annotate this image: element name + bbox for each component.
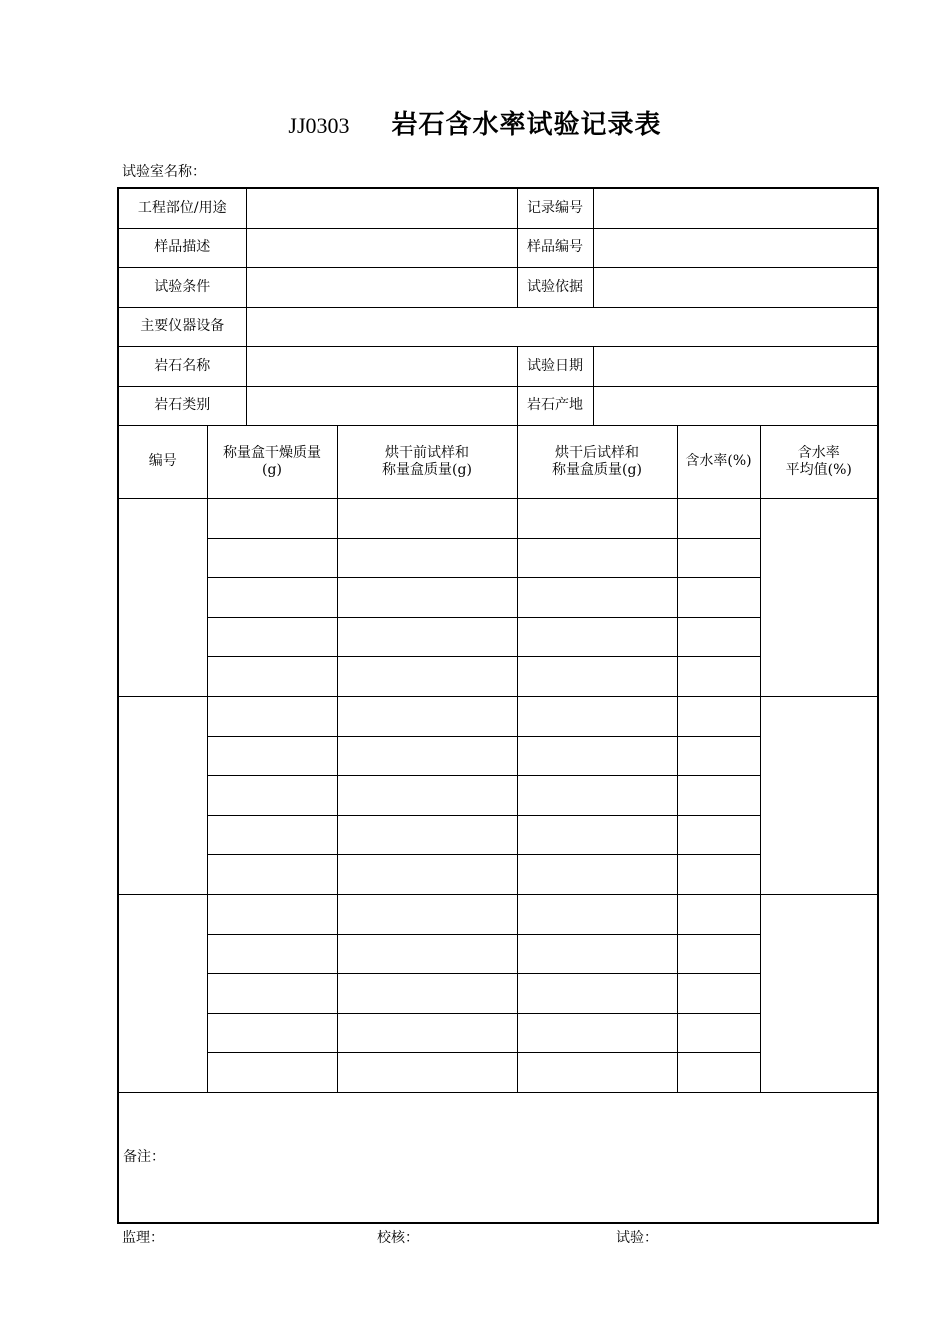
before-dry-mass-cell[interactable] xyxy=(337,854,517,894)
moisture-cell[interactable] xyxy=(677,934,760,973)
box-dry-mass-cell[interactable] xyxy=(207,498,337,538)
box-dry-mass-cell[interactable] xyxy=(207,973,337,1013)
specimen-no-cell[interactable] xyxy=(118,696,207,894)
moisture-cell[interactable] xyxy=(677,775,760,815)
moisture-avg-cell[interactable] xyxy=(760,498,878,696)
moisture-cell[interactable] xyxy=(677,577,760,617)
main-equipment-value[interactable] xyxy=(246,307,878,346)
before-dry-mass-cell[interactable] xyxy=(337,1052,517,1092)
col-header-before-dry xyxy=(337,425,517,498)
document-title xyxy=(0,104,950,141)
col-header-line: (g) xyxy=(262,461,282,478)
lab-name-label: 试验室名称： xyxy=(122,164,206,180)
before-dry-mass-cell[interactable] xyxy=(337,1013,517,1052)
test-basis-label: 试验依据 xyxy=(517,267,593,307)
col-header-line: 平均值(%) xyxy=(785,461,852,478)
moisture-cell[interactable] xyxy=(677,894,760,934)
rock-type-label: 岩石类别 xyxy=(118,386,246,425)
before-dry-mass-cell[interactable] xyxy=(337,973,517,1013)
test-condition-value[interactable] xyxy=(246,267,517,307)
moisture-cell[interactable] xyxy=(677,854,760,894)
box-dry-mass-cell[interactable] xyxy=(207,934,337,973)
table-row xyxy=(118,498,878,538)
after-dry-mass-cell[interactable] xyxy=(517,538,677,577)
box-dry-mass-cell[interactable] xyxy=(207,538,337,577)
test-date-label: 试验日期 xyxy=(517,346,593,386)
project-part-value[interactable] xyxy=(246,188,517,228)
after-dry-mass-cell[interactable] xyxy=(517,854,677,894)
col-header-moisture-avg xyxy=(760,425,878,498)
after-dry-mass-cell[interactable] xyxy=(517,815,677,854)
rock-name-value[interactable] xyxy=(246,346,517,386)
sample-desc-value[interactable] xyxy=(246,228,517,267)
record-no-label: 记录编号 xyxy=(517,188,593,228)
box-dry-mass-cell[interactable] xyxy=(207,775,337,815)
test-basis-value[interactable] xyxy=(593,267,878,307)
col-header-line: 称量盒质量(g) xyxy=(382,461,472,478)
after-dry-mass-cell[interactable] xyxy=(517,617,677,656)
col-header-after-dry xyxy=(517,425,677,498)
data-rows xyxy=(118,498,878,1092)
main-equipment-label: 主要仪器设备 xyxy=(118,307,246,346)
sample-desc-label: 样品描述 xyxy=(118,228,246,267)
before-dry-mass-cell[interactable] xyxy=(337,577,517,617)
rock-origin-label: 岩石产地 xyxy=(517,386,593,425)
col-header-line: 称量盒质量(g) xyxy=(552,461,642,478)
before-dry-mass-cell[interactable] xyxy=(337,538,517,577)
before-dry-mass-cell[interactable] xyxy=(337,934,517,973)
after-dry-mass-cell[interactable] xyxy=(517,577,677,617)
after-dry-mass-cell[interactable] xyxy=(517,934,677,973)
moisture-cell[interactable] xyxy=(677,736,760,775)
project-part-label: 工程部位/用途 xyxy=(118,188,246,228)
moisture-cell[interactable] xyxy=(677,973,760,1013)
record-no-value[interactable] xyxy=(593,188,878,228)
col-header-box-dry-mass xyxy=(207,425,337,498)
after-dry-mass-cell[interactable] xyxy=(517,696,677,736)
rock-origin-value[interactable] xyxy=(593,386,878,425)
box-dry-mass-cell[interactable] xyxy=(207,1052,337,1092)
box-dry-mass-cell[interactable] xyxy=(207,854,337,894)
test-date-value[interactable] xyxy=(593,346,878,386)
box-dry-mass-cell[interactable] xyxy=(207,736,337,775)
after-dry-mass-cell[interactable] xyxy=(517,1013,677,1052)
after-dry-mass-cell[interactable] xyxy=(517,736,677,775)
box-dry-mass-cell[interactable] xyxy=(207,894,337,934)
remarks-cell[interactable] xyxy=(118,1092,878,1223)
table-row xyxy=(118,894,878,934)
col-header-line: 含水率 xyxy=(797,444,840,461)
record-table xyxy=(117,187,879,1224)
moisture-cell[interactable] xyxy=(677,1013,760,1052)
moisture-avg-cell[interactable] xyxy=(760,894,878,1092)
moisture-cell[interactable] xyxy=(677,538,760,577)
box-dry-mass-cell[interactable] xyxy=(207,656,337,696)
tester-label: 试验： xyxy=(616,1230,658,1246)
after-dry-mass-cell[interactable] xyxy=(517,973,677,1013)
test-condition-label: 试验条件 xyxy=(118,267,246,307)
box-dry-mass-cell[interactable] xyxy=(207,696,337,736)
sample-no-label: 样品编号 xyxy=(517,228,593,267)
before-dry-mass-cell[interactable] xyxy=(337,815,517,854)
rock-name-label: 岩石名称 xyxy=(118,346,246,386)
before-dry-mass-cell[interactable] xyxy=(337,736,517,775)
specimen-no-cell[interactable] xyxy=(118,498,207,696)
before-dry-mass-cell[interactable] xyxy=(337,498,517,538)
after-dry-mass-cell[interactable] xyxy=(517,894,677,934)
col-header-line: 烘干前试样和 xyxy=(385,444,469,461)
after-dry-mass-cell[interactable] xyxy=(517,498,677,538)
moisture-cell[interactable] xyxy=(677,498,760,538)
box-dry-mass-cell[interactable] xyxy=(207,577,337,617)
col-header-moisture: 含水率(%) xyxy=(677,425,760,498)
moisture-avg-cell[interactable] xyxy=(760,696,878,894)
moisture-cell[interactable] xyxy=(677,1052,760,1092)
supervisor-label: 监理： xyxy=(122,1230,164,1246)
box-dry-mass-cell[interactable] xyxy=(207,815,337,854)
remarks-label: 备注： xyxy=(123,1148,165,1165)
moisture-cell[interactable] xyxy=(677,656,760,696)
after-dry-mass-cell[interactable] xyxy=(517,775,677,815)
form-title: 岩石含水率试验记录表 xyxy=(391,110,662,140)
moisture-cell[interactable] xyxy=(677,696,760,736)
col-header-line: 烘干后试样和 xyxy=(555,444,639,461)
box-dry-mass-cell[interactable] xyxy=(207,617,337,656)
moisture-cell[interactable] xyxy=(677,617,760,656)
col-header-no: 编号 xyxy=(118,425,207,498)
box-dry-mass-cell[interactable] xyxy=(207,1013,337,1052)
form-code: JJ0303 xyxy=(288,113,350,138)
col-header-line: 称量盒干燥质量 xyxy=(223,444,321,461)
before-dry-mass-cell[interactable] xyxy=(337,696,517,736)
rock-type-value[interactable] xyxy=(246,386,517,425)
checker-label: 校核： xyxy=(377,1230,419,1246)
table-row xyxy=(118,696,878,736)
before-dry-mass-cell[interactable] xyxy=(337,656,517,696)
after-dry-mass-cell[interactable] xyxy=(517,656,677,696)
specimen-no-cell[interactable] xyxy=(118,894,207,1092)
before-dry-mass-cell[interactable] xyxy=(337,617,517,656)
before-dry-mass-cell[interactable] xyxy=(337,775,517,815)
sample-no-value[interactable] xyxy=(593,228,878,267)
moisture-cell[interactable] xyxy=(677,815,760,854)
before-dry-mass-cell[interactable] xyxy=(337,894,517,934)
after-dry-mass-cell[interactable] xyxy=(517,1052,677,1092)
